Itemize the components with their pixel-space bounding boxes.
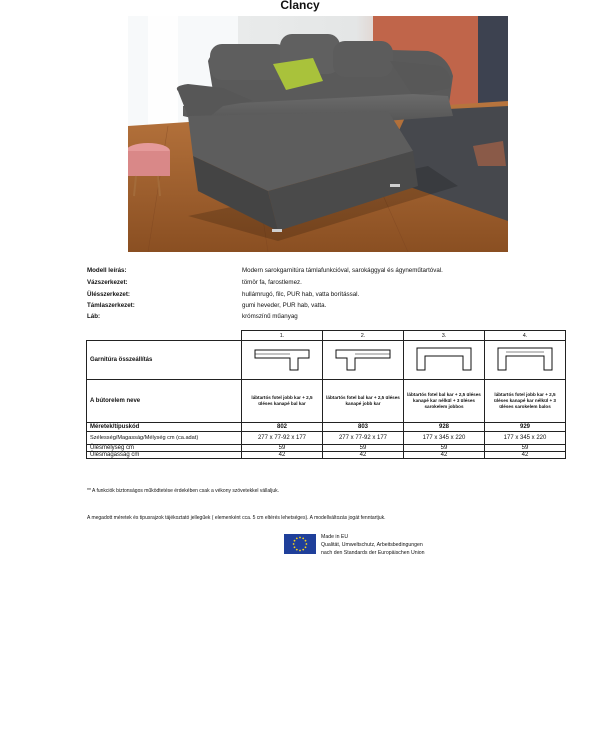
sofa-photo-illustration <box>128 16 508 252</box>
dimension-value: 177 x 345 x 220 <box>485 432 566 445</box>
table-row <box>87 445 566 452</box>
dimension-value: 277 x 77-92 x 177 <box>323 432 404 445</box>
eu-flag-icon <box>284 534 316 554</box>
spec-label: Láb: <box>87 313 101 320</box>
table-row <box>87 452 566 459</box>
layout-diagram-icon <box>252 344 312 374</box>
column-number: 3. <box>404 331 485 341</box>
spec-label: Modell leírás: <box>87 267 127 274</box>
element-name: lábtartós fotel bal kar + 2,5 üléses kanapé jobb kar <box>323 380 404 423</box>
column-number: 2. <box>323 331 404 341</box>
column-number: 4. <box>485 331 566 341</box>
seat-depth-value: 59 <box>242 445 323 452</box>
layout-diagram <box>485 341 566 380</box>
element-name: lábtartós fotel jobb kar + 2,5 üléses kanapé kar nélkül + 3 üléses sarokelem balos <box>485 380 566 423</box>
table-row <box>87 331 566 341</box>
dimension-value: 277 x 77-92 x 177 <box>242 432 323 445</box>
eu-line: nach den Standards der Europäischen Union <box>321 550 425 556</box>
layout-diagram-icon <box>495 344 555 374</box>
blank-cell <box>87 331 242 341</box>
seat-height-value: 42 <box>485 452 566 459</box>
table-row <box>87 341 566 380</box>
seat-height-value: 42 <box>404 452 485 459</box>
table-row <box>87 423 566 432</box>
layout-diagram <box>323 341 404 380</box>
product-table <box>86 330 566 459</box>
row-label-dimensions: Szélesség/Magasság/Mélység cm (ca.adat) <box>87 432 242 445</box>
table-row <box>87 432 566 445</box>
spec-value: gumi heveder, PUR hab, vatta. <box>242 302 327 309</box>
row-label-seat-height: Ülésmagasság cm <box>87 452 242 459</box>
type-code: 929 <box>485 423 566 432</box>
spec-value: tömör fa, farostlemez. <box>242 279 302 286</box>
seat-height-value: 42 <box>242 452 323 459</box>
type-code: 802 <box>242 423 323 432</box>
page-title: Clancy <box>280 0 320 12</box>
table-row <box>87 380 566 423</box>
seat-depth-value: 59 <box>485 445 566 452</box>
spec-label: Vázszerkezet: <box>87 279 128 286</box>
spec-value: Modern sarokgarnitúra támlafunkcióval, sarokággyal és ágyneműtartóval. <box>242 267 443 274</box>
seat-height-value: 42 <box>323 452 404 459</box>
type-code: 928 <box>404 423 485 432</box>
layout-diagram-icon <box>414 344 474 374</box>
row-label-seat-depth: Ülésmélység cm <box>87 445 242 452</box>
row-label-name: A bútorelem neve <box>87 380 242 423</box>
spec-value: hullámrugó, filc, PUR hab, vatta borítással. <box>242 291 360 298</box>
sofa-photo <box>128 16 508 252</box>
layout-diagram <box>242 341 323 380</box>
seat-depth-value: 59 <box>323 445 404 452</box>
layout-diagram-icon <box>333 344 393 374</box>
element-name: lábtartós fotel bal kar + 2,5 üléses kanapé kar nélkül + 3 üléses sarokelem jobbos <box>404 380 485 423</box>
spec-label: Támlaszerkezet: <box>87 302 135 309</box>
element-name: lábtartós fotel jobb kar + 2,5 üléses kanapé bal kar <box>242 380 323 423</box>
eu-line: Qualität, Umweltschutz, Arbeitsbedingungen <box>321 542 423 548</box>
spec-label: Ülésszerkezet: <box>87 291 130 298</box>
eu-badge-text <box>321 533 425 557</box>
layout-diagram <box>404 341 485 380</box>
row-label-code: Méretek/típuskód <box>87 423 242 432</box>
disclaimer-note: A megadott méretek és tipusrajzok tájékoztató jellegűek ( elemenként cca. 5 cm eltérés lehetséges). A modellváltozás jogát fenntartjuk. <box>87 515 386 521</box>
eu-line: Made in EU <box>321 534 349 540</box>
row-label-assembly: Garnitúra összeállítás <box>87 341 242 380</box>
type-code: 803 <box>323 423 404 432</box>
dimension-value: 177 x 345 x 220 <box>404 432 485 445</box>
safety-note: ** A funkciók biztonságos működtetése érdekében csak a vékony szövetekkel vállaljuk. <box>87 488 280 494</box>
seat-depth-value: 59 <box>404 445 485 452</box>
column-number: 1. <box>242 331 323 341</box>
spec-value: krómszínű műanyag <box>242 313 298 320</box>
